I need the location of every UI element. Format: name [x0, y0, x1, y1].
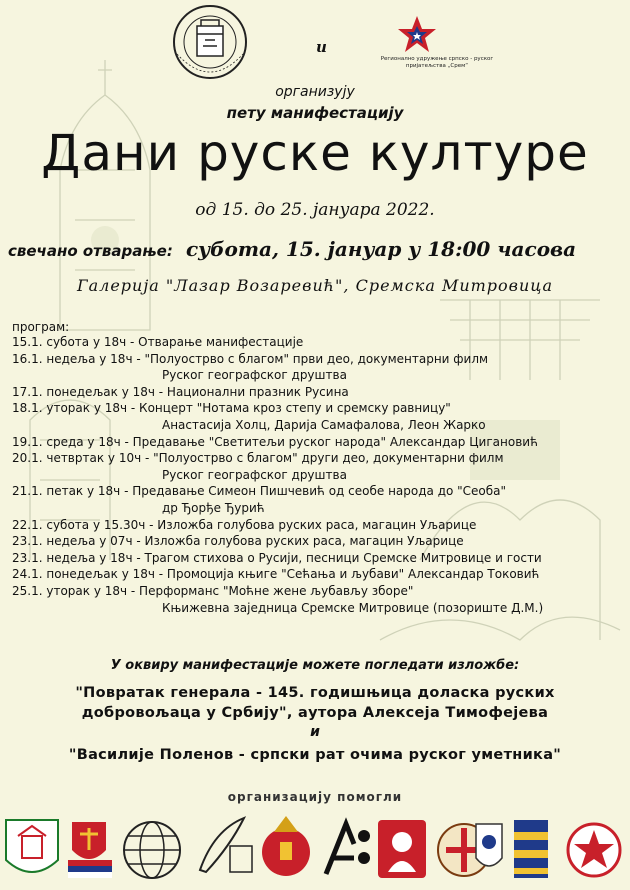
exhibition-first-line1: "Повратак генерала - 145. годишњица доласка руских — [75, 685, 555, 701]
program-item: 23.1. недеља у 18ч - Трагом стихова о Русији, песници Сремске Митровице и гости — [12, 550, 542, 565]
support-caption: организацију помогли — [227, 790, 403, 804]
exhibition-first-line2: добровољаца у Србију", аутора Алексеја Тимофејева — [81, 705, 549, 721]
program-item: 24.1. понедељак у 18ч - Промоција књиге "Сећања и љубави" Александар Токовић — [12, 567, 540, 582]
program-item: 23.1. недеља у 07ч - Изложба голубова руских раса, магацин Уљарице — [12, 534, 464, 549]
program-item-continuation: Анастасија Холц, Дарија Самафалова, Леон Жарко — [162, 417, 486, 432]
fifth-event-line: пету манифестацију — [226, 104, 404, 122]
exhibition-second: "Василије Поленов - српски рат очима руског уметника" — [68, 747, 562, 763]
star-logo — [396, 14, 438, 54]
organize-line: организују — [275, 84, 355, 100]
portrait-medallion-icon — [378, 820, 426, 878]
coat-of-arms-icon — [68, 822, 112, 878]
city-crest-icon — [6, 820, 58, 872]
monogram-icon — [326, 824, 370, 874]
program-item-continuation: Књижевна заједница Сремске Митровице (позориште Д.М.) — [162, 600, 544, 615]
program-item: 17.1. понедељак у 18ч - Национални празник Русина — [12, 384, 349, 399]
bishop-seal-icon — [262, 816, 310, 876]
exhibitions-heading: У оквиру манифестације можете погледати изложбе: — [110, 658, 520, 673]
program-item: 20.1. четвртак у 10ч - "Полуострво с благом" други део, документарни филм — [12, 451, 504, 466]
sponsor-logos — [0, 810, 630, 888]
page-title: Дани руске културе — [41, 124, 589, 182]
striped-flag-icon — [514, 820, 548, 878]
program-item-continuation: Руског географског друштва — [162, 467, 347, 482]
partner-caption: Регионално удружење српско - руског пријатељства „Срем“ — [380, 56, 494, 69]
exhibitions-and: и — [310, 724, 320, 740]
literary-quill-icon — [200, 818, 252, 872]
geographic-society-globe-icon — [124, 822, 180, 878]
red-star-seal-icon — [568, 824, 620, 876]
program-label: програм: — [12, 320, 70, 334]
program-item: 25.1. уторак у 18ч - Перформанс "Моћне жене љубављу зборе" — [12, 583, 414, 598]
program-item: 15.1. субота у 18ч - Отварање манифестације — [12, 335, 304, 349]
ornate-crest-icon — [476, 824, 502, 866]
date-range: од 15. до 25. јануара 2022. — [195, 200, 435, 220]
venue: Галерија "Лазар Возаревић", Сремска Митровица — [77, 276, 553, 295]
opening-label: свечано отварање: — [8, 242, 173, 260]
historical-archive-logo — [165, 0, 255, 90]
program-item-continuation: др Ђорђе Ђурић — [162, 500, 265, 515]
program-item: 19.1. среда у 18ч - Предавање "Светитељи руског народа" Александар Цигановић — [12, 434, 538, 449]
program-list — [12, 334, 622, 616]
opening-line — [8, 237, 622, 261]
program-item: 22.1. субота у 15.30ч - Изложба голубова руских раса, магацин Уљарице — [12, 517, 477, 532]
and-conjunction: и — [316, 38, 327, 56]
program-item: 16.1. недеља у 18ч - "Полуострво с благом" први део, документарни филм — [12, 351, 489, 366]
program-item-continuation: Руског географског друштва — [162, 368, 347, 383]
exhibition-first — [0, 683, 630, 723]
program-item: 18.1. уторак у 18ч - Концерт "Нотама кроз степу и сремску равницу" — [12, 401, 451, 416]
program-item: 21.1. петак у 18ч - Предавање Симеон Пишчевић од сеобе народа до "Сеоба" — [12, 484, 507, 499]
opening-value: субота, 15. јануар у 18:00 часова — [185, 237, 577, 261]
